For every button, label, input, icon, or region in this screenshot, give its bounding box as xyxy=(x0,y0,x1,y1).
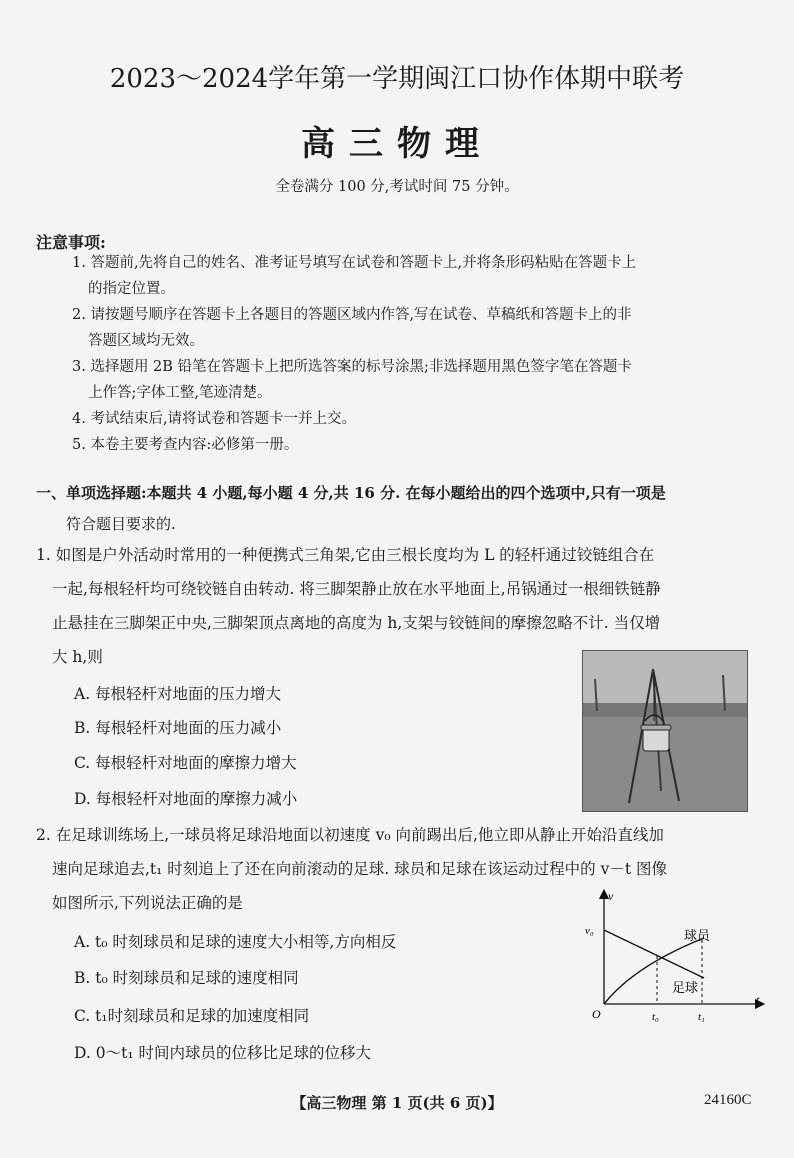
tripod-photo xyxy=(582,650,748,812)
q2-option-c: C. t₁时刻球员和足球的加速度相同 xyxy=(74,1007,310,1025)
q2-line-2: 速向足球追去,t₁ 时刻追上了还在向前滚动的足球. 球员和足球在该运动过程中的 v－t 图像 xyxy=(52,860,667,878)
q1-line-1: 1. 如图是户外活动时常用的一种便携式三角架,它由三根长度均为 L 的轻杆通过铰链组合在 xyxy=(36,546,655,564)
q1-line-2: 一起,每根轻杆均可绕铰链自由转动. 将三脚架静止放在水平地面上,吊锅通过一根细铁链静 xyxy=(52,580,661,598)
note-2-line-2: 答题区域均无效。 xyxy=(88,333,204,349)
t-axis-label: t xyxy=(756,993,760,1007)
q1-option-a: A. 每根轻杆对地面的压力增大 xyxy=(74,685,282,703)
q2-line-3: 如图所示,下列说法正确的是 xyxy=(52,894,243,912)
t1-label: t₁ xyxy=(698,1011,705,1023)
q1-option-b: B. 每根轻杆对地面的压力减小 xyxy=(74,719,282,737)
notes-title: 注意事项: xyxy=(36,233,106,252)
note-1-line-2: 的指定位置。 xyxy=(88,281,175,297)
note-5: 5. 本卷主要考查内容:必修第一册。 xyxy=(72,437,299,453)
ball-label: 足球 xyxy=(672,981,699,996)
player-label: 球员 xyxy=(684,929,711,944)
origin-label: O xyxy=(592,1007,601,1021)
exam-code: 24160C xyxy=(704,1092,752,1108)
q2-option-d: D. 0～t₁ 时间内球员的位移比足球的位移大 xyxy=(74,1044,371,1062)
section-1-heading-line-2: 符合题目要求的. xyxy=(66,515,176,533)
q2-option-b: B. t₀ 时刻球员和足球的速度相同 xyxy=(74,969,299,987)
q2-option-a: A. t₀ 时刻球员和足球的速度大小相等,方向相反 xyxy=(74,933,397,951)
q1-line-3: 止悬挂在三脚架正中央,三脚架顶点离地的高度为 h,支架与铰链间的摩擦忽略不计. 当仅增 xyxy=(52,614,661,632)
t0-label: t₀ xyxy=(652,1011,659,1023)
exam-subject: 高三物理 xyxy=(301,124,493,164)
vt-graph xyxy=(580,886,770,1028)
exam-meta: 全卷满分 100 分,考试时间 75 分钟。 xyxy=(275,179,519,195)
exam-title: 2023～2024学年第一学期闽江口协作体期中联考 xyxy=(109,64,685,94)
tripod-illustration xyxy=(583,651,747,811)
v-axis-label: v xyxy=(608,889,614,903)
q1-line-4: 大 h,则 xyxy=(52,648,103,666)
q2-line-1: 2. 在足球训练场上,一球员将足球沿地面以初速度 v₀ 向前踢出后,他立即从静止开始沿直线加 xyxy=(36,826,664,844)
q1-option-d: D. 每根轻杆对地面的摩擦力减小 xyxy=(74,790,298,808)
page-footer: 【高三物理 第 1 页(共 6 页)】 xyxy=(291,1094,503,1112)
q1-option-c: C. 每根轻杆对地面的摩擦力增大 xyxy=(74,754,297,772)
note-2-line-1: 2. 请按题号顺序在答题卡上各题目的答题区域内作答,写在试卷、草稿纸和答题卡上的非 xyxy=(72,307,632,323)
v0-label: v₀ xyxy=(585,925,594,937)
note-3-line-2: 上作答;字体工整,笔迹清楚。 xyxy=(88,385,272,401)
note-3-line-1: 3. 选择题用 2B 铅笔在答题卡上把所选答案的标号涂黑;非选择题用黑色签字笔在答题卡 xyxy=(72,359,632,375)
note-1-line-1: 1. 答题前,先将自己的姓名、准考证号填写在试卷和答题卡上,并将条形码粘贴在答题卡上 xyxy=(72,255,637,271)
note-4: 4. 考试结束后,请将试卷和答题卡一并上交。 xyxy=(72,411,357,427)
section-1-heading-line-1: 一、单项选择题:本题共 4 小题,每小题 4 分,共 16 分. 在每小题给出的四个选项中,只有一项是 xyxy=(36,484,666,502)
